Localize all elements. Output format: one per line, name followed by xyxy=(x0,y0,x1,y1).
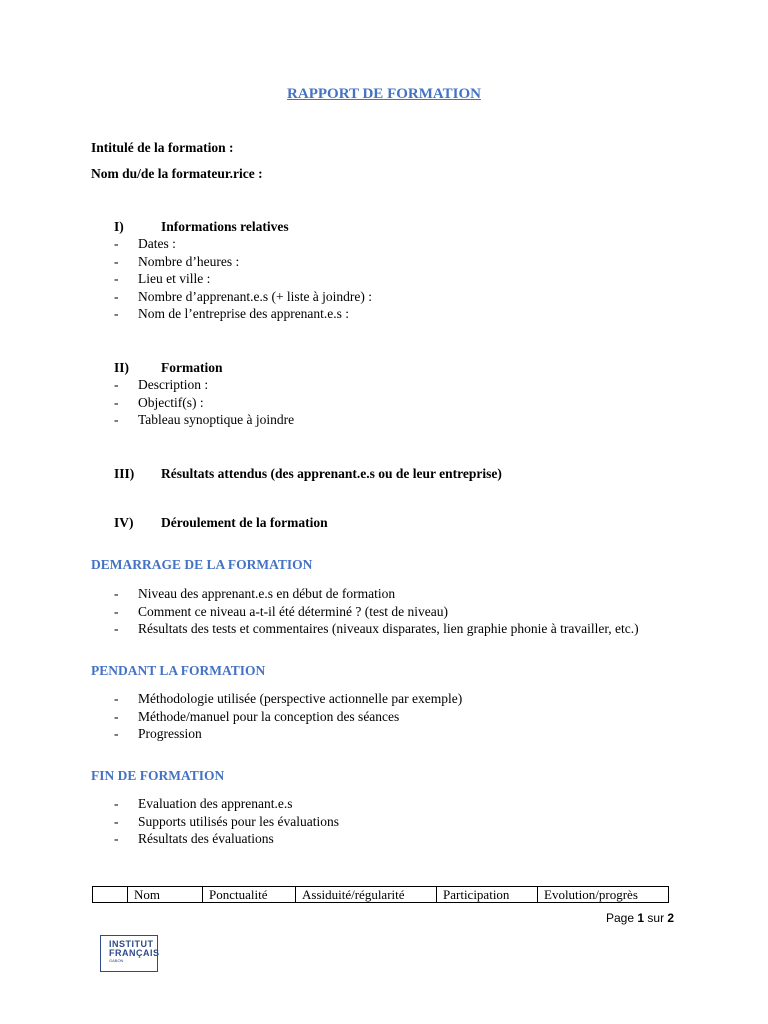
section-3-number: III) xyxy=(114,466,135,481)
list-item: - Tableau synoptique à joindre xyxy=(114,412,295,428)
field-formateur: Nom du/de la formateur.rice : xyxy=(91,166,263,181)
table-header-nom: Nom xyxy=(128,887,203,903)
subsection-fin-title: FIN DE FORMATION xyxy=(91,768,225,783)
list-item: - Dates : xyxy=(114,236,176,251)
list-item: - Evaluation des apprenant.e.s xyxy=(114,796,293,811)
list-item: - Comment ce niveau a-t-il été déterminé ? (test de niveau) xyxy=(114,603,448,619)
subsection-fin-list xyxy=(114,795,339,848)
table-header-ponctualite: Ponctualité xyxy=(203,887,296,903)
list-item: - Lieu et ville : xyxy=(114,271,211,287)
list-item: - Niveau des apprenant.e.s en début de formation xyxy=(114,586,396,601)
field-intitule: Intitulé de la formation : xyxy=(91,140,234,155)
list-item: - Résultats des tests et commentaires (niveaux disparates, lien graphie phonie à travailler, etc.) xyxy=(114,621,639,637)
section-1-number: I) xyxy=(114,219,124,234)
table-header-row xyxy=(93,887,669,903)
list-item: - Objectif(s) : xyxy=(114,394,204,410)
list-item: - Description : xyxy=(114,377,209,392)
section-1-title: Informations relatives xyxy=(161,219,289,234)
section-2-list xyxy=(114,376,294,429)
section-4-number: IV) xyxy=(114,515,134,530)
list-item: - Supports utilisés pour les évaluations xyxy=(114,813,339,829)
section-4-title: Déroulement de la formation xyxy=(161,515,328,530)
section-3-title: Résultats attendus (des apprenant.e.s ou de leur entreprise) xyxy=(161,466,502,481)
page-number: Page 1 sur 2 xyxy=(606,911,675,925)
document-title: RAPPORT DE FORMATION xyxy=(287,86,481,102)
list-item: - Méthode/manuel pour la conception des séances xyxy=(114,708,400,724)
list-item: - Progression xyxy=(114,726,202,742)
table-header-assiduite: Assiduité/régularité xyxy=(296,887,437,903)
list-item: - Nombre d’heures : xyxy=(114,253,240,269)
table-header-participation: Participation xyxy=(437,887,538,903)
subsection-pendant-title: PENDANT LA FORMATION xyxy=(91,663,266,678)
subsection-pendant-list xyxy=(114,690,462,743)
list-item: - Résultats des évaluations xyxy=(114,831,274,847)
table-cell-blank xyxy=(93,887,128,903)
institut-francais-logo: INSTITUT FRANÇAIS GABON xyxy=(100,935,158,972)
subsection-demarrage-list xyxy=(114,585,639,638)
section-2-number: II) xyxy=(114,360,130,375)
table-header-evolution: Evolution/progrès xyxy=(538,887,669,903)
section-1-list xyxy=(114,235,372,323)
list-item: - Méthodologie utilisée (perspective actionnelle par exemple) xyxy=(114,691,463,706)
list-item: - Nom de l’entreprise des apprenant.e.s : xyxy=(114,306,350,322)
subsection-demarrage-title: DEMARRAGE DE LA FORMATION xyxy=(91,557,313,572)
section-2-title: Formation xyxy=(161,360,223,375)
list-item: - Nombre d’apprenant.e.s (+ liste à joindre) : xyxy=(114,288,373,304)
evaluation-table xyxy=(92,886,669,903)
